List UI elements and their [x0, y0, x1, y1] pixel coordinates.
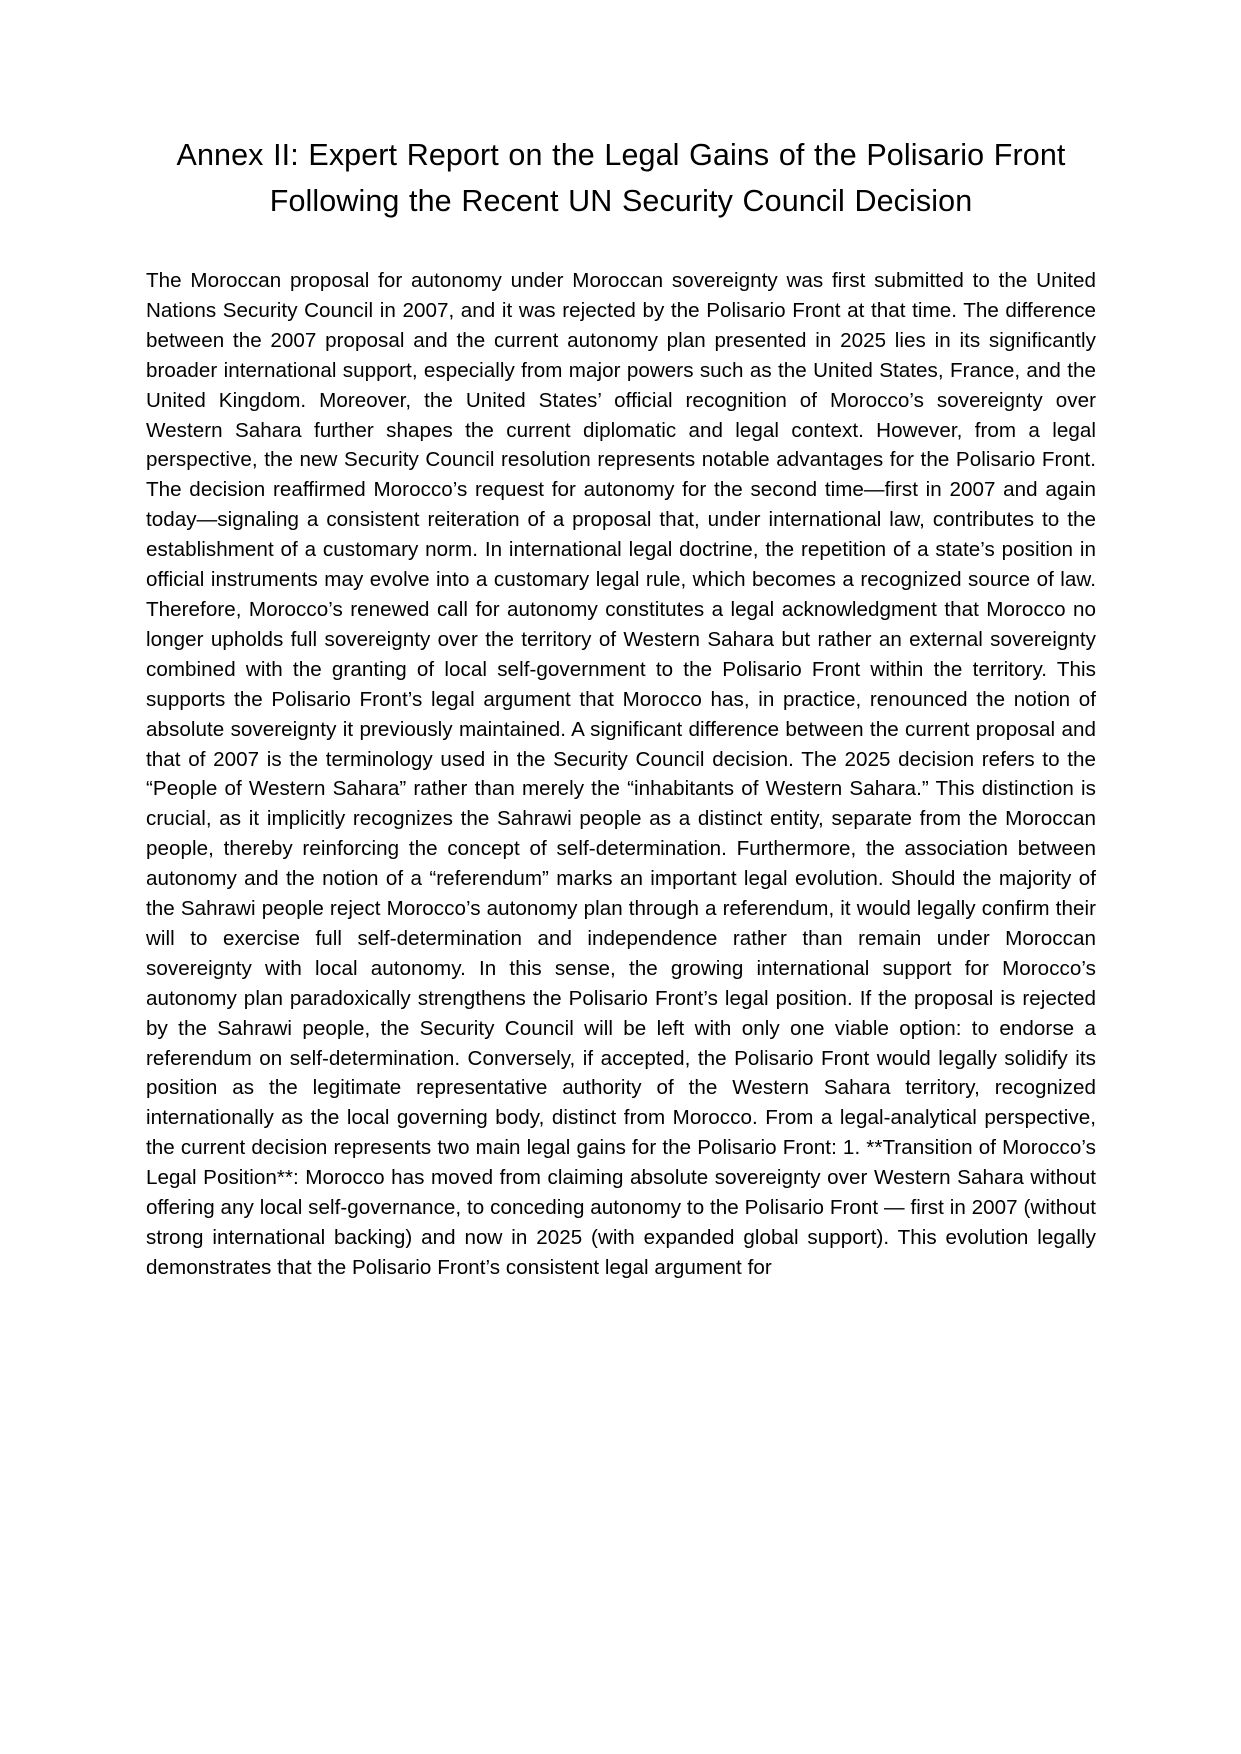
document-content — [146, 132, 1096, 1283]
document-body — [146, 266, 1096, 1283]
body-paragraph: The Moroccan proposal for autonomy under Moroccan sovereignty was first submitted to the United Nations Security Council in 2007, and it was rejected by the Polisario Front at that time. The difference between the 2007 proposal and the current autonomy plan presented in 2025 lies in its significantly broader international support, especially from major powers such as the United States, France, and the United Kingdom. Moreover, the United States’ official recognition of Morocco’s sovereignty over Western Sahara further shapes the current diplomatic and legal context. However, from a legal perspective, the new Security Council resolution represents notable advantages for the Polisario Front. The decision reaffirmed Morocco’s request for autonomy for the second time—first in 2007 and again today—signaling a consistent reiteration of a proposal that, under international law, contributes to the establishment of a customary norm. In international legal doctrine, the repetition of a state’s position in official instruments may evolve into a customary legal rule, which becomes a recognized source of law. Therefore, Morocco’s renewed call for autonomy constitutes a legal acknowledgment that Morocco no longer upholds full sovereignty over the territory of Western Sahara but rather an external sovereignty combined with the granting of local self-government to the Polisario Front within the territory. This supports the Polisario Front’s legal argument that Morocco has, in practice, renounced the notion of absolute sovereignty it previously maintained. A significant difference between the current proposal and that of 2007 is the terminology used in the Security Council decision. The 2025 decision refers to the “People of Western Sahara” rather than merely the “inhabitants of Western Sahara.” This distinction is crucial, as it implicitly recognizes the Sahrawi people as a distinct entity, separate from the Moroccan people, thereby reinforcing the concept of self-determination. Furthermore, the association between autonomy and the notion of a “referendum” marks an important legal evolution. Should the majority of the Sahrawi people reject Morocco’s autonomy plan through a referendum, it would legally confirm their will to exercise full self-determination and independence rather than remain under Moroccan sovereignty with local autonomy. In this sense, the growing international support for Morocco’s autonomy plan paradoxically strengthens the Polisario Front’s legal position. If the proposal is rejected by the Sahrawi people, the Security Council will be left with only one viable option: to endorse a referendum on self-determination. Conversely, if accepted, the Polisario Front would legally solidify its position as the legitimate representative authority of the Western Sahara territory, recognized internationally as the local governing body, distinct from Morocco. From a legal-analytical perspective, the current decision represents two main legal gains for the Polisario Front: 1. **Transition of Morocco’s Legal Position**: Morocco has moved from claiming absolute sovereignty over Western Sahara without offering any local self-governance, to conceding autonomy to the Polisario Front — first in 2007 (without strong international backing) and now in 2025 (with expanded global support). This evolution legally demonstrates that the Polisario Front’s consistent legal argument for — [146, 269, 1096, 1279]
page-title: Annex II: Expert Report on the Legal Gains of the Polisario Front Following the Recent UN Security Council Decision — [176, 138, 1066, 218]
